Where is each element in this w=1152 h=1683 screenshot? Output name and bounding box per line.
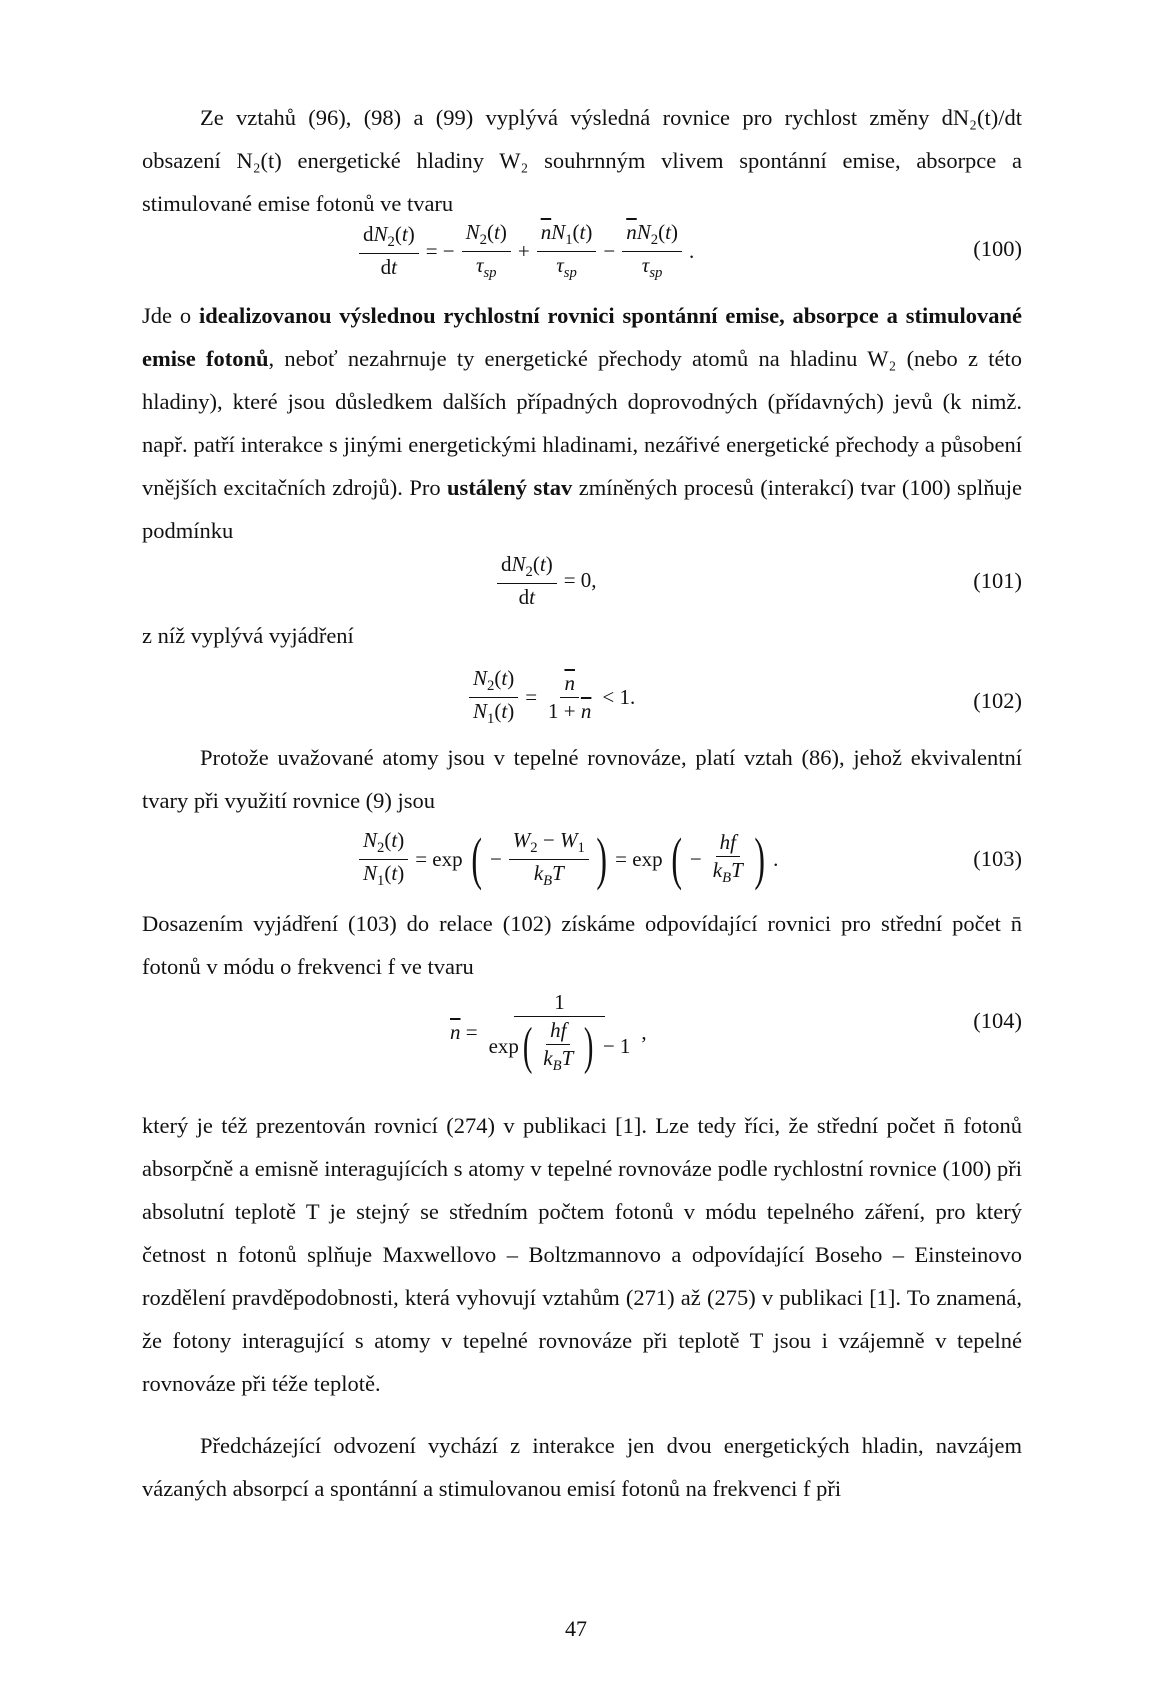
equation-104: $\overline{n}$ = 1 exp ( $\frac{hf}{k_BT}$ ) − 1 , [450, 990, 647, 1075]
paragraph-5: Dosazením vyjádření (103) do relace (102) získáme odpovídající rovnici pro střední počet n̄ fotonů v módu o frekvenci f ve tvaru [142, 911, 1022, 979]
page-number: 47 [565, 1616, 587, 1641]
equation-number-101: (101) [973, 568, 1022, 593]
equation-102: $\frac{N_2(t)}{N_1(t)}$ = $\frac{\overline{n}}{1 + \overline{n}}$ < 1. [466, 668, 639, 727]
paragraph-2: Jde o idealizovanou výslednou rychlostní rovnici spontánní emise, absorpce a stimulované emise fotonů, neboť nezahrnuje ty energetické přechody atomů na hladinu W₂ (nebo z této hladiny), které jsou důsledkem dalších případných doprovodných (přídavných) jevů (k nimž. např. patří interakce s jinými energetickými hladinami, nezářivé energetické přechody a působení vnějších excitačních zdrojů). Pro ustálený stav zmíněných procesů (interakcí) tvar (100) splňuje podmínku [142, 303, 1023, 543]
paragraph-7: Předcházející odvození vychází z interakce jen dvou energetických hladin, navzájem vázaných absorpcí a spontánní a stimulovanou emisí fotonů na frekvenci f při [142, 1433, 1022, 1501]
paragraph-3: z níž vyplývá vyjádření [142, 623, 354, 648]
equation-103: $\frac{N_2(t)}{N_1(t)}$ = exp ( − $\frac{W_2 - W_1}{k_BT}$ ) = exp ( − $\frac{hf}{k_BT}$ ) . [356, 830, 782, 889]
paragraph-1: Ze vztahů (96), (98) a (99) vyplývá výsledná rovnice pro rychlost změny dN₂(t)/dt obsazení N₂(t) energetické hladiny W₂ souhrnným vlivem spontánní emise, absorpce a stimulované emise fotonů ve tvaru [142, 105, 1022, 216]
equation-number-100: (100) [973, 236, 1022, 261]
equation-101: $\frac{dN_2(t)}{dt}$ = 0, [494, 554, 601, 608]
equation-number-102: (102) [973, 688, 1022, 713]
equation-number-103: (103) [973, 846, 1022, 871]
equation-number-104: (104) [973, 1008, 1022, 1033]
equation-100: $\frac{dN_2(t)}{dt}$ = − $\frac{N_2(t)}{\tau_{sp}}$ + $\frac{\overline{n}N_1(t)}{\tau_{sp}}$ − $\frac{\overline{n}N_2(t)}{\tau_{sp}}$ . [356, 222, 698, 281]
paragraph-6: který je též prezentován rovnicí (274) v publikaci [1]. Lze tedy říci, že střední počet n̄ fotonů absorpčně a emisně interagujících s atomy v tepelné rovnováze podle rychlostní rovnice (100) při absolutní teplotě T je stejný se středním počtem fotonů v módu tepelného záření, pro který četnost n fotonů splňuje Maxwellovo – Boltzmannovo a odpovídající Boseho – Einsteinovo rozdělení pravděpodobnosti, která vyhovují vztahům (271) až (275) v publikaci [1]. To znamená, že fotony interagující s atomy v tepelné rovnováze při teplotě T jsou i vzájemně v tepelné rovnováze při téže teplotě. [142, 1113, 1022, 1396]
paragraph-4: Protože uvažované atomy jsou v tepelné rovnováze, platí vztah (86), jehož ekvivalentní tvary při využití rovnice (9) jsou [142, 745, 1022, 813]
